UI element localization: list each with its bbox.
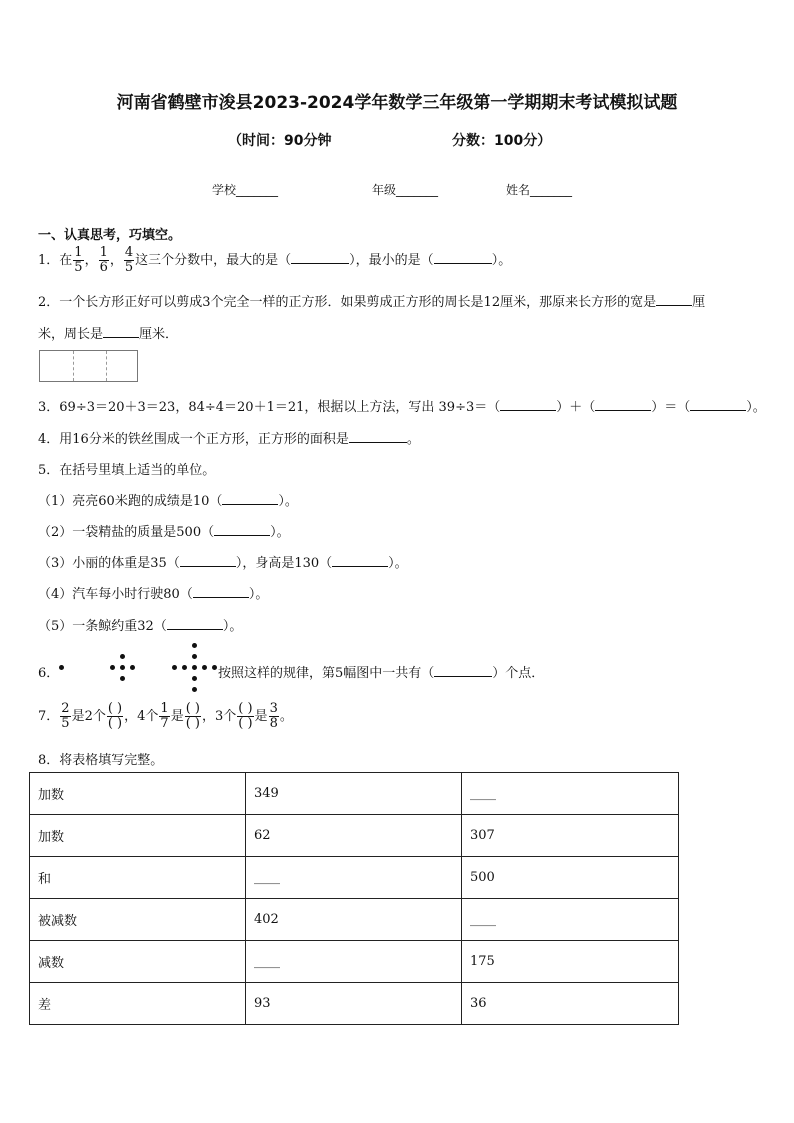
exam-score: 分数：100分） [452, 133, 552, 149]
table-cell[interactable]: ____ [246, 857, 462, 899]
fraction: $\frac{1}{6}$ [99, 245, 108, 275]
table-cell: 差 [30, 983, 246, 1025]
table-cell: 307 [462, 815, 679, 857]
table-cell: 402 [246, 899, 462, 941]
answer-blank[interactable] [434, 251, 492, 264]
exam-time: （时间：90分钟 [228, 133, 332, 149]
rectangle-figure [39, 350, 138, 382]
question-4: 4．用16分米的铁丝围成一个正方形，正方形的面积是 。 [38, 432, 420, 447]
table-cell: 36 [462, 983, 679, 1025]
table-row [30, 773, 679, 815]
school-field[interactable]: 学校_______ [212, 183, 279, 197]
table-cell: 349 [246, 773, 462, 815]
answer-blank[interactable] [180, 554, 236, 567]
question-2: 2．一个长方形正好可以剪成3个完全一样的正方形．如果剪成正方形的周长是12厘米，那原来长方形的宽是 厘 [38, 295, 706, 310]
question-5-5: （5）一条鲸约重32（ ）。 [38, 619, 243, 634]
question-6: 按照这样的规律，第5幅图中一共有（ ）个点． [218, 666, 545, 681]
question-5-1: （1）亮亮60米跑的成绩是10（ ）。 [38, 494, 298, 509]
answer-blank[interactable] [332, 554, 388, 567]
answer-blank[interactable] [500, 398, 556, 411]
table-cell: 减数 [30, 941, 246, 983]
fraction-blank[interactable]: $\frac{( )}{( )}$ [107, 701, 123, 731]
answer-blank[interactable] [167, 617, 223, 630]
fraction: $\frac{1}{5}$ [74, 245, 83, 275]
answer-blank[interactable] [291, 251, 349, 264]
answer-blank[interactable] [222, 492, 278, 505]
answer-blank[interactable] [595, 398, 651, 411]
table-cell: 被减数 [30, 899, 246, 941]
table-row [30, 857, 679, 899]
fraction: $\frac{1}{7}$ [160, 701, 169, 731]
table-cell[interactable]: ____ [246, 941, 462, 983]
table-cell[interactable]: ____ [462, 773, 679, 815]
answer-blank[interactable] [349, 430, 407, 443]
table-cell: 175 [462, 941, 679, 983]
answer-blank[interactable] [193, 585, 249, 598]
fraction: $\frac{2}{5}$ [61, 701, 70, 731]
fraction: $\frac{4}{5}$ [124, 245, 134, 275]
table-cell: 加数 [30, 773, 246, 815]
fraction-blank[interactable]: $\frac{( )}{( )}$ [238, 701, 253, 731]
fill-in-table [29, 772, 679, 1025]
question-1: 1．在 $\frac{1}{5}$ ， $\frac{1}{6}$ ， $\frac{4}{5}$ 这三个分数中，最大的是（ ），最小的是（ ）。 [38, 245, 512, 275]
question-3: 3．69÷3＝20＋3＝23，84÷4＝20＋1＝21，根据以上方法，写出 39÷3＝（ ）＋（ ）＝（ ）。 [38, 400, 766, 415]
question-5: 5．在括号里填上适当的单位。 [38, 463, 216, 478]
question-7: 7． $\frac{2}{5}$ 是2个 $\frac{( )}{( )}$ ，4个 $\frac{1}{7}$ 是 $\frac{( )}{( )}$ ，3个 $\frac{( )}{( )}$ 是 $\frac{3}{8}$ 。 [38, 701, 293, 731]
name-field[interactable]: 姓名_______ [506, 183, 573, 197]
question-6-number: 6． [38, 666, 60, 681]
page-title: 河南省鹤壁市浚县2023-2024学年数学三年级第一学期期末考试模拟试题 [116, 93, 678, 113]
answer-blank[interactable] [214, 523, 270, 536]
grade-field[interactable]: 年级_______ [372, 183, 439, 197]
table-cell: 加数 [30, 815, 246, 857]
question-8: 8．将表格填写完整。 [38, 753, 164, 768]
answer-blank[interactable] [103, 325, 139, 338]
question-5-3: （3）小丽的体重是35（ ），身高是130（ ）。 [38, 556, 408, 571]
answer-blank[interactable] [690, 398, 746, 411]
question-5-2: （2）一袋精盐的质量是500（ ）。 [38, 525, 290, 540]
table-cell: 62 [246, 815, 462, 857]
table-cell: 和 [30, 857, 246, 899]
fraction: $\frac{3}{8}$ [269, 701, 278, 731]
answer-blank[interactable] [434, 664, 492, 677]
table-row [30, 815, 679, 857]
answer-blank[interactable] [656, 293, 692, 306]
fraction-blank[interactable]: $\frac{( )}{( )}$ [185, 701, 200, 731]
table-row [30, 941, 679, 983]
table-cell: 500 [462, 857, 679, 899]
table-cell[interactable]: ____ [462, 899, 679, 941]
question-2-cont: 米，周长是 厘米． [38, 327, 179, 342]
table-cell: 93 [246, 983, 462, 1025]
table-row [30, 983, 679, 1025]
question-5-4: （4）汽车每小时行驶80（ ）。 [38, 587, 269, 602]
table-row [30, 899, 679, 941]
section-heading: 一、认真思考，巧填空。 [38, 228, 182, 243]
